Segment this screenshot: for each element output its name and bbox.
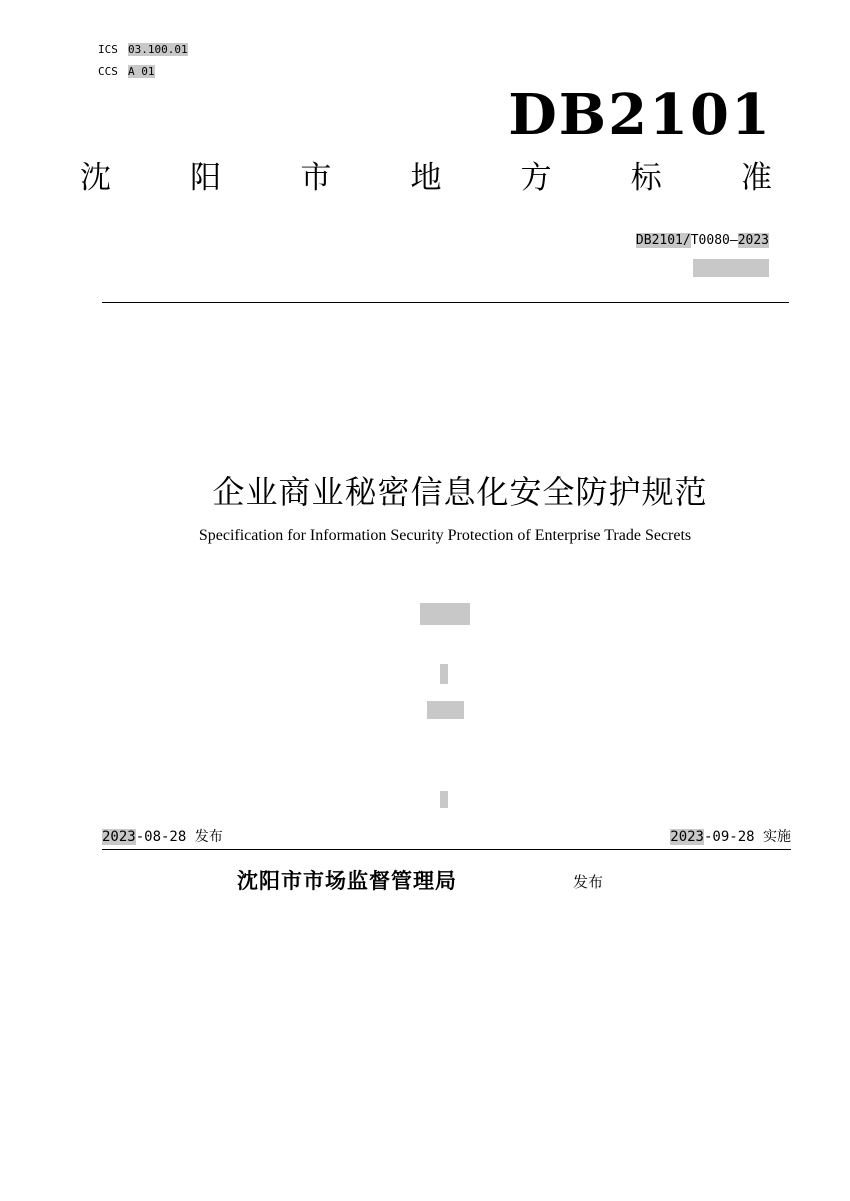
standard-number — [636, 232, 769, 250]
ics-label: ICS — [98, 43, 118, 56]
issue-date-rest: -08-28 发布 — [135, 829, 223, 845]
redaction-bar — [420, 603, 470, 625]
title-chinese: 企业商业秘密信息化安全防护规范 — [212, 473, 708, 511]
standard-type-char: 沈 — [80, 160, 111, 196]
bottom-divider — [102, 849, 791, 850]
standard-number-year: 2023 — [737, 233, 769, 248]
implementation-year: 2023 — [670, 829, 704, 845]
redaction-bar — [427, 701, 464, 719]
ccs-label: CCS — [98, 65, 118, 78]
standard-type-char: 方 — [520, 160, 552, 196]
ics-line — [98, 43, 188, 57]
ccs-line — [98, 65, 155, 79]
implementation-date-rest: -09-28 实施 — [703, 829, 791, 845]
issuer-suffix: 发布 — [573, 873, 604, 891]
standard-type-char: 市 — [300, 160, 332, 196]
title-english: Specification for Information Security Protection of Enterprise Trade Secrets — [198, 527, 692, 544]
standard-number-mid: T0080— — [690, 233, 738, 248]
redaction-bar — [693, 259, 769, 277]
redaction-bar — [440, 791, 448, 808]
redaction-bar — [440, 664, 448, 684]
issue-date — [102, 827, 223, 847]
issue-year: 2023 — [102, 829, 136, 845]
ics-code: 03.100.01 — [128, 43, 188, 56]
standard-type-char: 地 — [410, 160, 442, 196]
top-divider — [102, 302, 789, 303]
standard-type-char: 阳 — [190, 160, 222, 196]
standard-type — [80, 158, 772, 198]
issuer-name: 沈阳市市场监督管理局 — [237, 869, 457, 893]
standard-type-char: 准 — [740, 160, 772, 196]
implementation-date — [670, 827, 791, 847]
db-mark: DB2101 — [508, 82, 772, 148]
standard-type-char: 标 — [630, 160, 662, 196]
standard-number-prefix: DB2101/ — [635, 233, 691, 248]
ccs-code: A 01 — [128, 65, 155, 78]
